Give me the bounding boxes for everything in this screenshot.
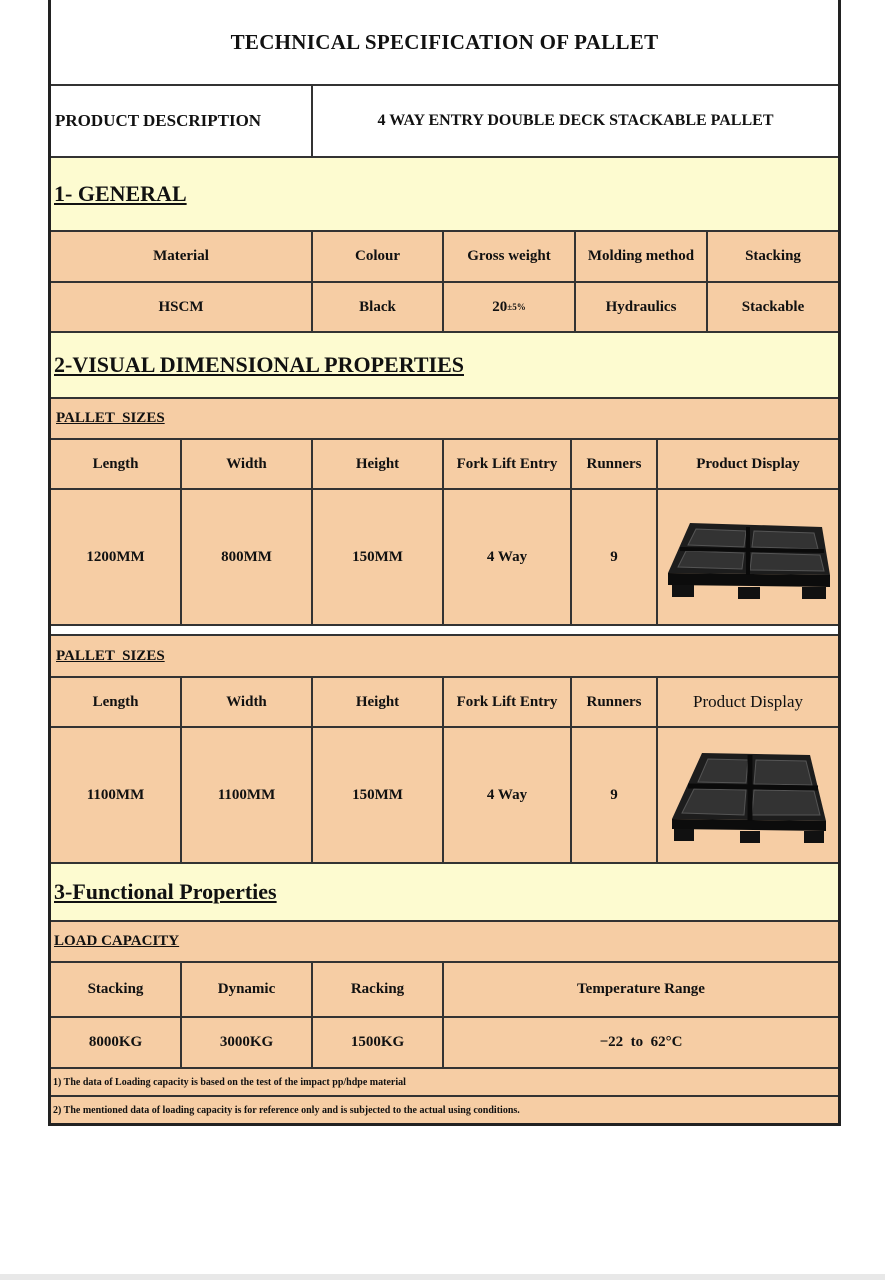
value-width: 1100MM [182, 728, 313, 862]
load-capacity-label: LOAD CAPACITY [54, 933, 180, 949]
product-display-cell [658, 490, 838, 624]
value-stacking-load: 8000KG [51, 1018, 182, 1067]
value-fork-lift-entry: 4 Way [444, 490, 572, 624]
header-material: Material [51, 232, 313, 281]
header-gross-weight: Gross weight [444, 232, 576, 281]
dimension-value-row-1 [51, 488, 838, 624]
functional-heading: 3-Functional Properties [54, 879, 277, 904]
gross-weight-tolerance: ±5% [507, 302, 526, 312]
general-value-row [51, 281, 838, 331]
black-plastic-pallet-icon [662, 513, 834, 601]
note-1: 1) The data of Loading capacity is based on the test of the impact pp/hdpe material [53, 1076, 406, 1088]
value-dynamic-load: 3000KG [182, 1018, 313, 1067]
header-height: Height [313, 440, 444, 488]
load-header-row [51, 961, 838, 1016]
header-fork-lift-entry: Fork Lift Entry [444, 678, 572, 726]
value-length: 1200MM [51, 490, 182, 624]
block-separator [51, 624, 838, 634]
header-product-display: Product Display [696, 455, 800, 472]
note-2: 2) The mentioned data of loading capacity is for reference only and is subjected to the actual using conditions. [53, 1104, 520, 1116]
general-header-row [51, 230, 838, 281]
value-colour: Black [313, 283, 444, 331]
header-stacking: Stacking [745, 248, 801, 264]
header-runners: Runners [572, 678, 658, 726]
spec-sheet [48, 0, 841, 1126]
value-runners: 9 [572, 728, 658, 862]
gross-weight-number: 20 [492, 298, 508, 315]
black-plastic-pallet-icon [662, 745, 834, 845]
visual-section-row [51, 331, 838, 397]
header-molding-method: Molding method [576, 232, 708, 281]
value-material: HSCM [51, 283, 313, 331]
pallet-sizes-label-2: PALLET SIZES [56, 647, 165, 664]
header-temperature-range: Temperature Range [577, 981, 705, 997]
product-value: 4 WAY ENTRY DOUBLE DECK STACKABLE PALLET [377, 112, 774, 129]
title-row [51, 0, 838, 84]
value-runners: 9 [572, 490, 658, 624]
header-colour: Colour [313, 232, 444, 281]
value-stacking: Stackable [741, 298, 805, 315]
header-racking-load: Racking [313, 963, 444, 1016]
header-width: Width [182, 678, 313, 726]
load-capacity-row [51, 920, 838, 961]
value-temperature-range: −22 to 62°C [599, 1034, 683, 1050]
header-stacking-load: Stacking [51, 963, 182, 1016]
header-length: Length [51, 678, 182, 726]
pallet-sizes-row-2 [51, 634, 838, 676]
header-length: Length [51, 440, 182, 488]
product-display-cell [658, 728, 838, 862]
general-section-row [51, 156, 838, 230]
dimension-header-row-2 [51, 676, 838, 726]
pallet-sizes-label-1: PALLET SIZES [56, 410, 165, 426]
bottom-edge [0, 1274, 885, 1280]
dimension-value-row-2 [51, 726, 838, 862]
value-gross-weight [444, 283, 576, 331]
value-length: 1100MM [51, 728, 182, 862]
load-value-row [51, 1016, 838, 1067]
page-title: TECHNICAL SPECIFICATION OF PALLET [230, 29, 659, 54]
header-width: Width [182, 440, 313, 488]
value-racking-load: 1500KG [313, 1018, 444, 1067]
header-height: Height [313, 678, 444, 726]
pallet-sizes-row-1 [51, 397, 838, 438]
value-fork-lift-entry: 4 Way [444, 728, 572, 862]
product-label: PRODUCT DESCRIPTION [51, 86, 313, 156]
note-row-2 [51, 1095, 838, 1123]
note-row-1 [51, 1067, 838, 1095]
dimension-header-row-1 [51, 438, 838, 488]
general-heading: 1- GENERAL [54, 181, 187, 206]
product-row [51, 84, 838, 156]
visual-heading: 2-VISUAL DIMENSIONAL PROPERTIES [54, 352, 464, 377]
header-runners: Runners [572, 440, 658, 488]
header-product-display: Product Display [692, 692, 804, 711]
functional-section-row [51, 862, 838, 920]
value-width: 800MM [182, 490, 313, 624]
header-fork-lift-entry: Fork Lift Entry [444, 440, 572, 488]
value-molding-method: Hydraulics [576, 283, 708, 331]
value-height: 150MM [313, 728, 444, 862]
value-height: 150MM [313, 490, 444, 624]
header-dynamic-load: Dynamic [182, 963, 313, 1016]
